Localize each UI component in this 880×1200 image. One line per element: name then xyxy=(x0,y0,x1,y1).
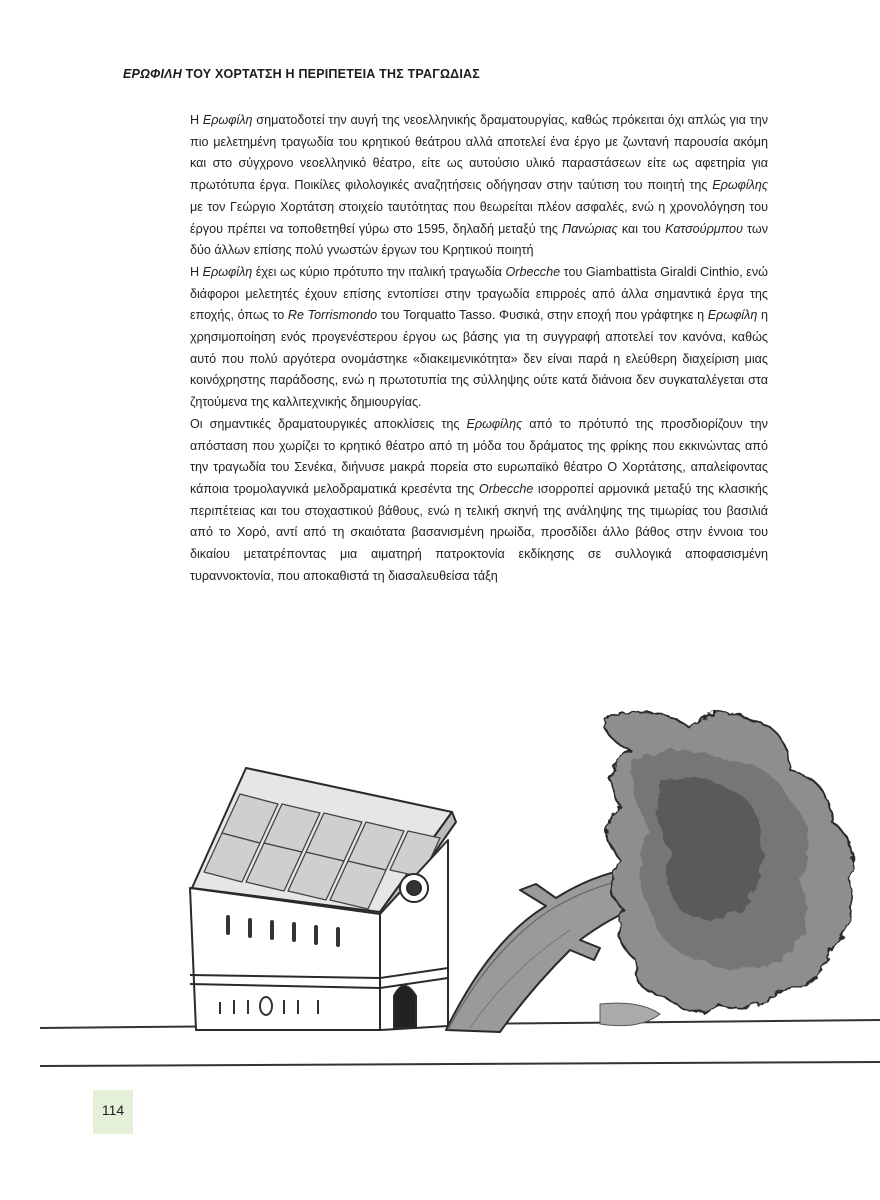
italic-run: Ερωφίλη xyxy=(202,264,253,279)
tree-foliage xyxy=(600,712,853,1026)
text-run: από το πρότυπό της προσδιορίζουν την απόσταση που χωρίζει το κρητικό θέατρο από τη μόδα του δράματος της φρίκης που εκκινώντας από την τραγωδία του Σενέκα, διήνυσε μακρά πορεία στο ευρωπαϊκό θέατρο Ο Χορτάτσης, απαλείφοντας κάποια τρομολαγνικά μελοδραματικά κρεσέντα της xyxy=(190,416,768,496)
house xyxy=(190,768,456,1030)
paragraph-1 xyxy=(190,110,768,262)
italic-run: Re Torrismondo xyxy=(287,308,378,323)
italic-run: Πανώριας xyxy=(562,221,618,236)
text-run: Οι σημαντικές δραματουργικές αποκλίσεις της xyxy=(190,416,467,431)
body-text xyxy=(190,110,768,587)
italic-run: Orbecche xyxy=(505,264,561,279)
text-run: η χρησιμοποίηση ενός προγενέστερου έργου ως βάσης για τη συγγραφή αποτελεί τον κανόνα, καθώς αυτό που πολύ αργότερα ονομάστηκε «διακειμενικότητα» δεν είναι παρά η ελεύθερη διαχείριση μιας κοινόχρηστης παράδοσης, ενώ η πρωτοτυπία της σύλληψης ούτε κατά διάνοια δεν συγκαταλέγεται στα ζητούμενα της καλλιτεχνικής δημιουργίας. xyxy=(190,308,768,410)
italic-run: Ερωφίλης xyxy=(712,178,768,193)
paragraph-3 xyxy=(190,414,768,588)
text-run: έχει ως κύριο πρότυπο την ιταλική τραγωδία xyxy=(252,264,506,279)
italic-run: Orbecche xyxy=(478,481,534,496)
text-run: σηματοδοτεί την αυγή της νεοελληνικής δραματουργίας, καθώς πρόκειται όχι απλώς για την πιο μελετημένη τραγωδία του κρητικού θεάτρου αλλά αποτελεί ένα έργο με ζωντανή παρουσία ακόμη και στο σύγχρονο νεοελληνικό θέατρο, είτε ως αυτούσιο υλικό παραστάσεων είτε ως αφετηρία για πρωτότυπα έργα. Ποικίλες φιλολογικές αναζητήσεις οδήγησαν στην ταύτιση του ποιητή της xyxy=(190,113,768,193)
text-run: των δύο άλλων επίσης πολύ γνωστών έργων του Κρητικού ποιητή xyxy=(190,221,768,258)
illustration-house-and-tree xyxy=(0,690,880,1080)
running-header xyxy=(123,67,480,81)
text-run: Η xyxy=(190,113,203,127)
paragraph-2 xyxy=(190,262,768,414)
text-run: του Torquatto Tasso. Φυσικά, στην εποχή που γράφτηκε η xyxy=(377,308,708,323)
italic-run: Ερωφίλης xyxy=(466,416,523,431)
page-number: 114 xyxy=(93,1090,133,1134)
header-title-rest: ΤΟΥ ΧΟΡΤΑΤΣΗ Η ΠΕΡΙΠΕΤΕΙΑ ΤΗΣ ΤΡΑΓΩΔΙΑΣ xyxy=(181,67,480,81)
text-run: ισορροπεί αρμονικά μεταξύ της κλασικής περιπέτειας και του στοχαστικού βάθους, ενώ η τελική σκηνή της ανάληψης της τιμωρίας του βασιλιά από το Χορό, αντί από τη σκαιότατα βασανισμένη ηρωίδα, προσδίδει άλλο βάθος στην έννοια του δικαίου μετατρέποντας μια αιματηρή πατροκτονία εκδίκησης σε συλλογικά αποφασισμένη τυραννοκτονία, που αποκαθιστά τη διασαλευθείσα τάξη xyxy=(190,481,768,583)
text-run: με τον Γεώργιο Χορτάτση στοιχείο ταυτότητας που θεωρείται πλέον ασφαλές, ενώ η χρονολόγηση του έργου πρέπει να τοποθετηθεί γύρω στο 1595, δηλαδή μεταξύ της xyxy=(190,199,768,236)
header-title-italic: ΕΡΩΦΙΛΗ xyxy=(123,67,182,81)
text-run: και του xyxy=(617,221,666,236)
text-run: Η xyxy=(190,264,203,279)
italic-run: Ερωφίλη xyxy=(707,308,758,323)
italic-run: Κατσούρμπου xyxy=(665,221,743,236)
text-run: του Giambattista Giraldi Cinthio, ενώ διάφοροι μελετητές έχουν επίσης εντοπίσει στην τραγωδία επιρροές από άλλα σημαντικά έργα της εποχής, όπως το xyxy=(190,264,769,323)
italic-run: Ερωφίλη xyxy=(202,113,253,127)
